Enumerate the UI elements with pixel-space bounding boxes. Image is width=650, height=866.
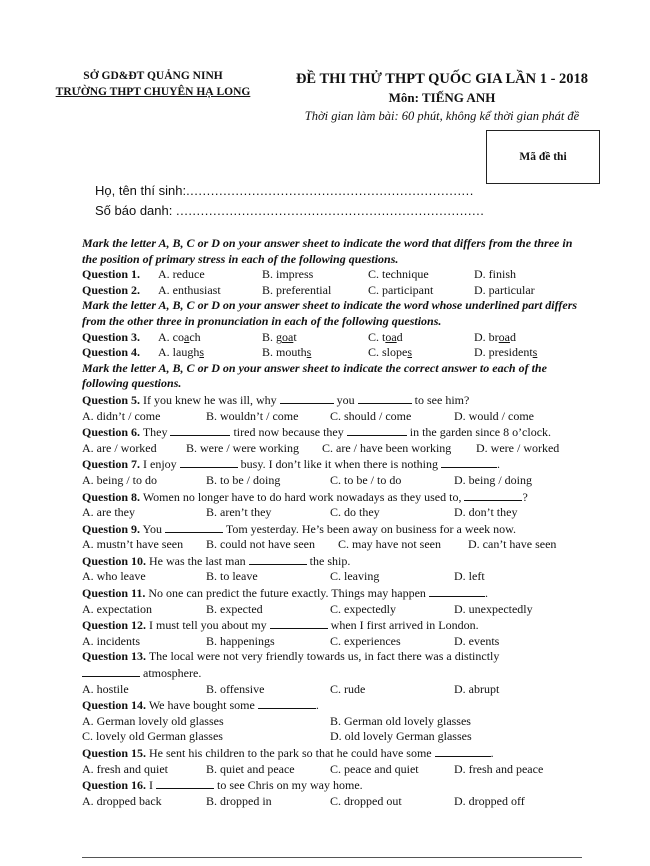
option-a: A. German lovely old glasses <box>82 713 224 728</box>
option-d: D. finish <box>474 267 516 282</box>
answer-blank <box>280 392 334 404</box>
answer-blank <box>165 521 223 533</box>
question-label: Question 14. <box>82 698 147 713</box>
option-c: C. slopes <box>368 345 413 360</box>
option-a: A. are / worked <box>82 440 157 455</box>
option-b: B. offensive <box>206 681 265 696</box>
option-a: A. dropped back <box>82 793 162 808</box>
question-9: Question 9. You Tom yesterday. He’s been away on business for a week now. <box>82 521 517 536</box>
exam-title: ĐỀ THI THỬ THPT QUỐC GIA LẦN 1 - 2018 <box>295 71 589 87</box>
option-a: A. who leave <box>82 569 146 584</box>
candidate-name-dots: ...................................................................... <box>186 183 474 198</box>
question-label: Question 1. <box>82 267 141 282</box>
option-b: B. preferential <box>262 282 332 297</box>
option-c: C. lovely old German glasses <box>82 729 223 744</box>
option-b: B. to be / doing <box>206 472 281 487</box>
candidate-name-field <box>95 182 474 200</box>
question-14-options-row2 <box>82 729 582 745</box>
option-d: D. were / worked <box>476 440 560 455</box>
option-b: B. impress <box>262 267 314 282</box>
question-label: Question 5. <box>82 392 141 407</box>
option-d: D. unexpectedly <box>454 601 533 616</box>
option-c: C. technique <box>368 267 429 282</box>
candidate-name-label: Họ, tên thí sinh: <box>95 183 187 198</box>
question-13: Question 13. The local were not very friendly towards us, in fact there was a distinctly atmosphere. <box>82 649 500 681</box>
question-label: Question 8. <box>82 489 141 504</box>
question-label: Question 13. <box>82 649 147 664</box>
option-d: D. events <box>454 633 500 648</box>
question-label: Question 12. <box>82 618 147 633</box>
question-label: Question 16. <box>82 778 147 793</box>
option-b: B. were / were working <box>186 440 299 455</box>
question-1 <box>82 267 582 283</box>
answer-blank <box>170 424 230 436</box>
option-b: B. wouldn’t / come <box>206 408 299 423</box>
footer-divider <box>82 857 582 858</box>
option-d: D. fresh and peace <box>454 761 544 776</box>
option-c: C. do they <box>330 505 380 520</box>
question-14-options-row1 <box>82 714 582 730</box>
exam-code-label: Mã đề thi <box>519 151 567 163</box>
question-2 <box>82 283 582 299</box>
option-b: B. quiet and peace <box>206 761 295 776</box>
question-12: Question 12. I must tell you about my when I first arrived in London. <box>82 618 479 633</box>
answer-blank <box>358 392 412 404</box>
question-16-options <box>82 794 582 810</box>
answer-blank <box>258 697 316 709</box>
option-a: A. enthusiast <box>158 282 221 297</box>
question-15-options <box>82 762 582 778</box>
answer-blank <box>270 617 328 629</box>
option-b: B. happenings <box>206 633 275 648</box>
question-label: Question 15. <box>82 746 147 760</box>
option-b: B. aren’t they <box>206 505 272 520</box>
option-c: C. experiences <box>330 633 401 648</box>
option-d: D. presidents <box>474 345 538 360</box>
option-c: C. are / have been working <box>322 440 452 455</box>
option-d: D. broad <box>474 329 516 344</box>
option-d: D. old lovely German glasses <box>330 729 472 744</box>
question-label: Question 3. <box>82 329 141 344</box>
header-left <box>48 68 258 100</box>
option-c: C. rude <box>330 681 366 696</box>
school-name: TRƯỜNG THPT CHUYÊN HẠ LONG <box>55 86 251 98</box>
option-c: C. should / come <box>330 408 412 423</box>
option-d: D. would / come <box>454 408 534 423</box>
answer-blank <box>347 424 407 436</box>
question-7-options <box>82 473 582 489</box>
candidate-id-field <box>95 202 484 220</box>
question-4 <box>82 345 582 361</box>
option-a: A. laughs <box>158 345 204 360</box>
option-c: C. dropped out <box>330 793 402 808</box>
option-c: C. to be / to do <box>330 472 402 487</box>
option-c: C. may have not seen <box>338 537 441 552</box>
option-b: B. German old lovely glasses <box>330 713 471 728</box>
answer-blank <box>180 456 238 468</box>
option-d: D. can’t have seen <box>468 537 557 552</box>
exam-code-box <box>486 130 600 184</box>
question-label: Question 2. <box>82 282 141 297</box>
answer-blank <box>435 745 491 757</box>
candidate-id-label: Số báo danh: <box>95 203 173 218</box>
question-label: Question 9. <box>82 521 141 536</box>
instruction-stress: Mark the letter A, B, C or D on your answer sheet to indicate the word that differs from the three in the position of primary stress in each of the following questions. <box>82 236 573 266</box>
option-b: B. goat <box>262 329 297 344</box>
question-10: Question 10. He was the last man the ship. <box>82 553 351 568</box>
question-label: Question 7. <box>82 457 141 472</box>
question-13-options <box>82 682 582 698</box>
option-d: D. don’t they <box>454 505 518 520</box>
option-c: C. peace and quiet <box>330 761 419 776</box>
option-b: B. could not have seen <box>206 537 315 552</box>
option-c: C. participant <box>368 282 434 297</box>
exam-content <box>82 236 582 809</box>
question-8: Question 8. Women no longer have to do hard work nowadays as they used to, ? <box>82 489 528 504</box>
option-a: A. mustn’t have seen <box>82 537 184 552</box>
question-16: Question 16. I to see Chris on my way home. <box>82 778 363 793</box>
question-15: Question 15. He sent his children to the park so that he could have some . <box>82 746 494 760</box>
option-c: C. toad <box>368 329 403 344</box>
answer-blank <box>156 777 214 789</box>
question-3 <box>82 330 582 346</box>
option-d: D. particular <box>474 282 535 297</box>
question-label: Question 11. <box>82 586 146 601</box>
subject: Môn: TIẾNG ANH <box>388 90 496 105</box>
question-5-options <box>82 409 582 425</box>
option-b: B. expected <box>206 601 263 616</box>
question-7: Question 7. I enjoy busy. I don’t like it when there is nothing . <box>82 457 500 472</box>
option-d: D. left <box>454 569 485 584</box>
option-d: D. dropped off <box>454 793 525 808</box>
question-10-options <box>82 569 582 585</box>
option-a: A. are they <box>82 505 135 520</box>
question-label: Question 4. <box>82 345 141 360</box>
option-b: B. to leave <box>206 569 258 584</box>
question-5: Question 5. If you knew he was ill, why you to see him? <box>82 392 470 407</box>
candidate-id-dots: ........................................................................... <box>175 203 485 218</box>
answer-blank <box>82 665 140 677</box>
option-d: D. abrupt <box>454 681 500 696</box>
department-name: SỞ GD&ĐT QUẢNG NINH <box>83 70 223 82</box>
question-6: Question 6. They tired now because they in the garden since 8 o’clock. <box>82 425 552 440</box>
option-b: B. mouths <box>262 345 312 360</box>
option-a: A. incidents <box>82 633 140 648</box>
option-a: A. being / to do <box>82 472 157 487</box>
question-label: Question 10. <box>82 553 147 568</box>
answer-blank <box>249 553 307 565</box>
question-14: Question 14. We have bought some . <box>82 698 319 713</box>
option-c: C. expectedly <box>330 601 396 616</box>
instruction-pronunciation: Mark the letter A, B, C or D on your answer sheet to indicate the word whose underlined part differs from the other three in pronunciation in each of the following questions. <box>82 298 578 328</box>
instruction-correct-answer: Mark the letter A, B, C or D on your answer sheet to indicate the correct answer to each of the following questions. <box>82 360 547 391</box>
option-c: C. leaving <box>330 569 380 584</box>
option-a: A. didn’t / come <box>82 408 161 423</box>
option-a: A. hostile <box>82 681 129 696</box>
question-12-options <box>82 634 582 650</box>
option-a: A. reduce <box>158 267 205 282</box>
option-d: D. being / doing <box>454 472 532 487</box>
option-a: A. coach <box>158 329 201 344</box>
option-b: B. dropped in <box>206 793 272 808</box>
question-11: Question 11. No one can predict the future exactly. Things may happen . <box>82 586 488 601</box>
header-right <box>262 70 622 124</box>
question-8-options <box>82 505 582 521</box>
question-6-options <box>82 441 582 457</box>
question-label: Question 6. <box>82 425 141 440</box>
answer-blank <box>464 489 522 501</box>
option-a: A. expectation <box>82 601 152 616</box>
answer-blank <box>429 585 485 597</box>
question-9-options <box>82 537 582 553</box>
option-a: A. fresh and quiet <box>82 761 168 776</box>
exam-timing: Thời gian làm bài: 60 phút, không kể thời gian phát đề <box>304 109 580 123</box>
question-11-options <box>82 602 582 618</box>
answer-blank <box>441 456 497 468</box>
